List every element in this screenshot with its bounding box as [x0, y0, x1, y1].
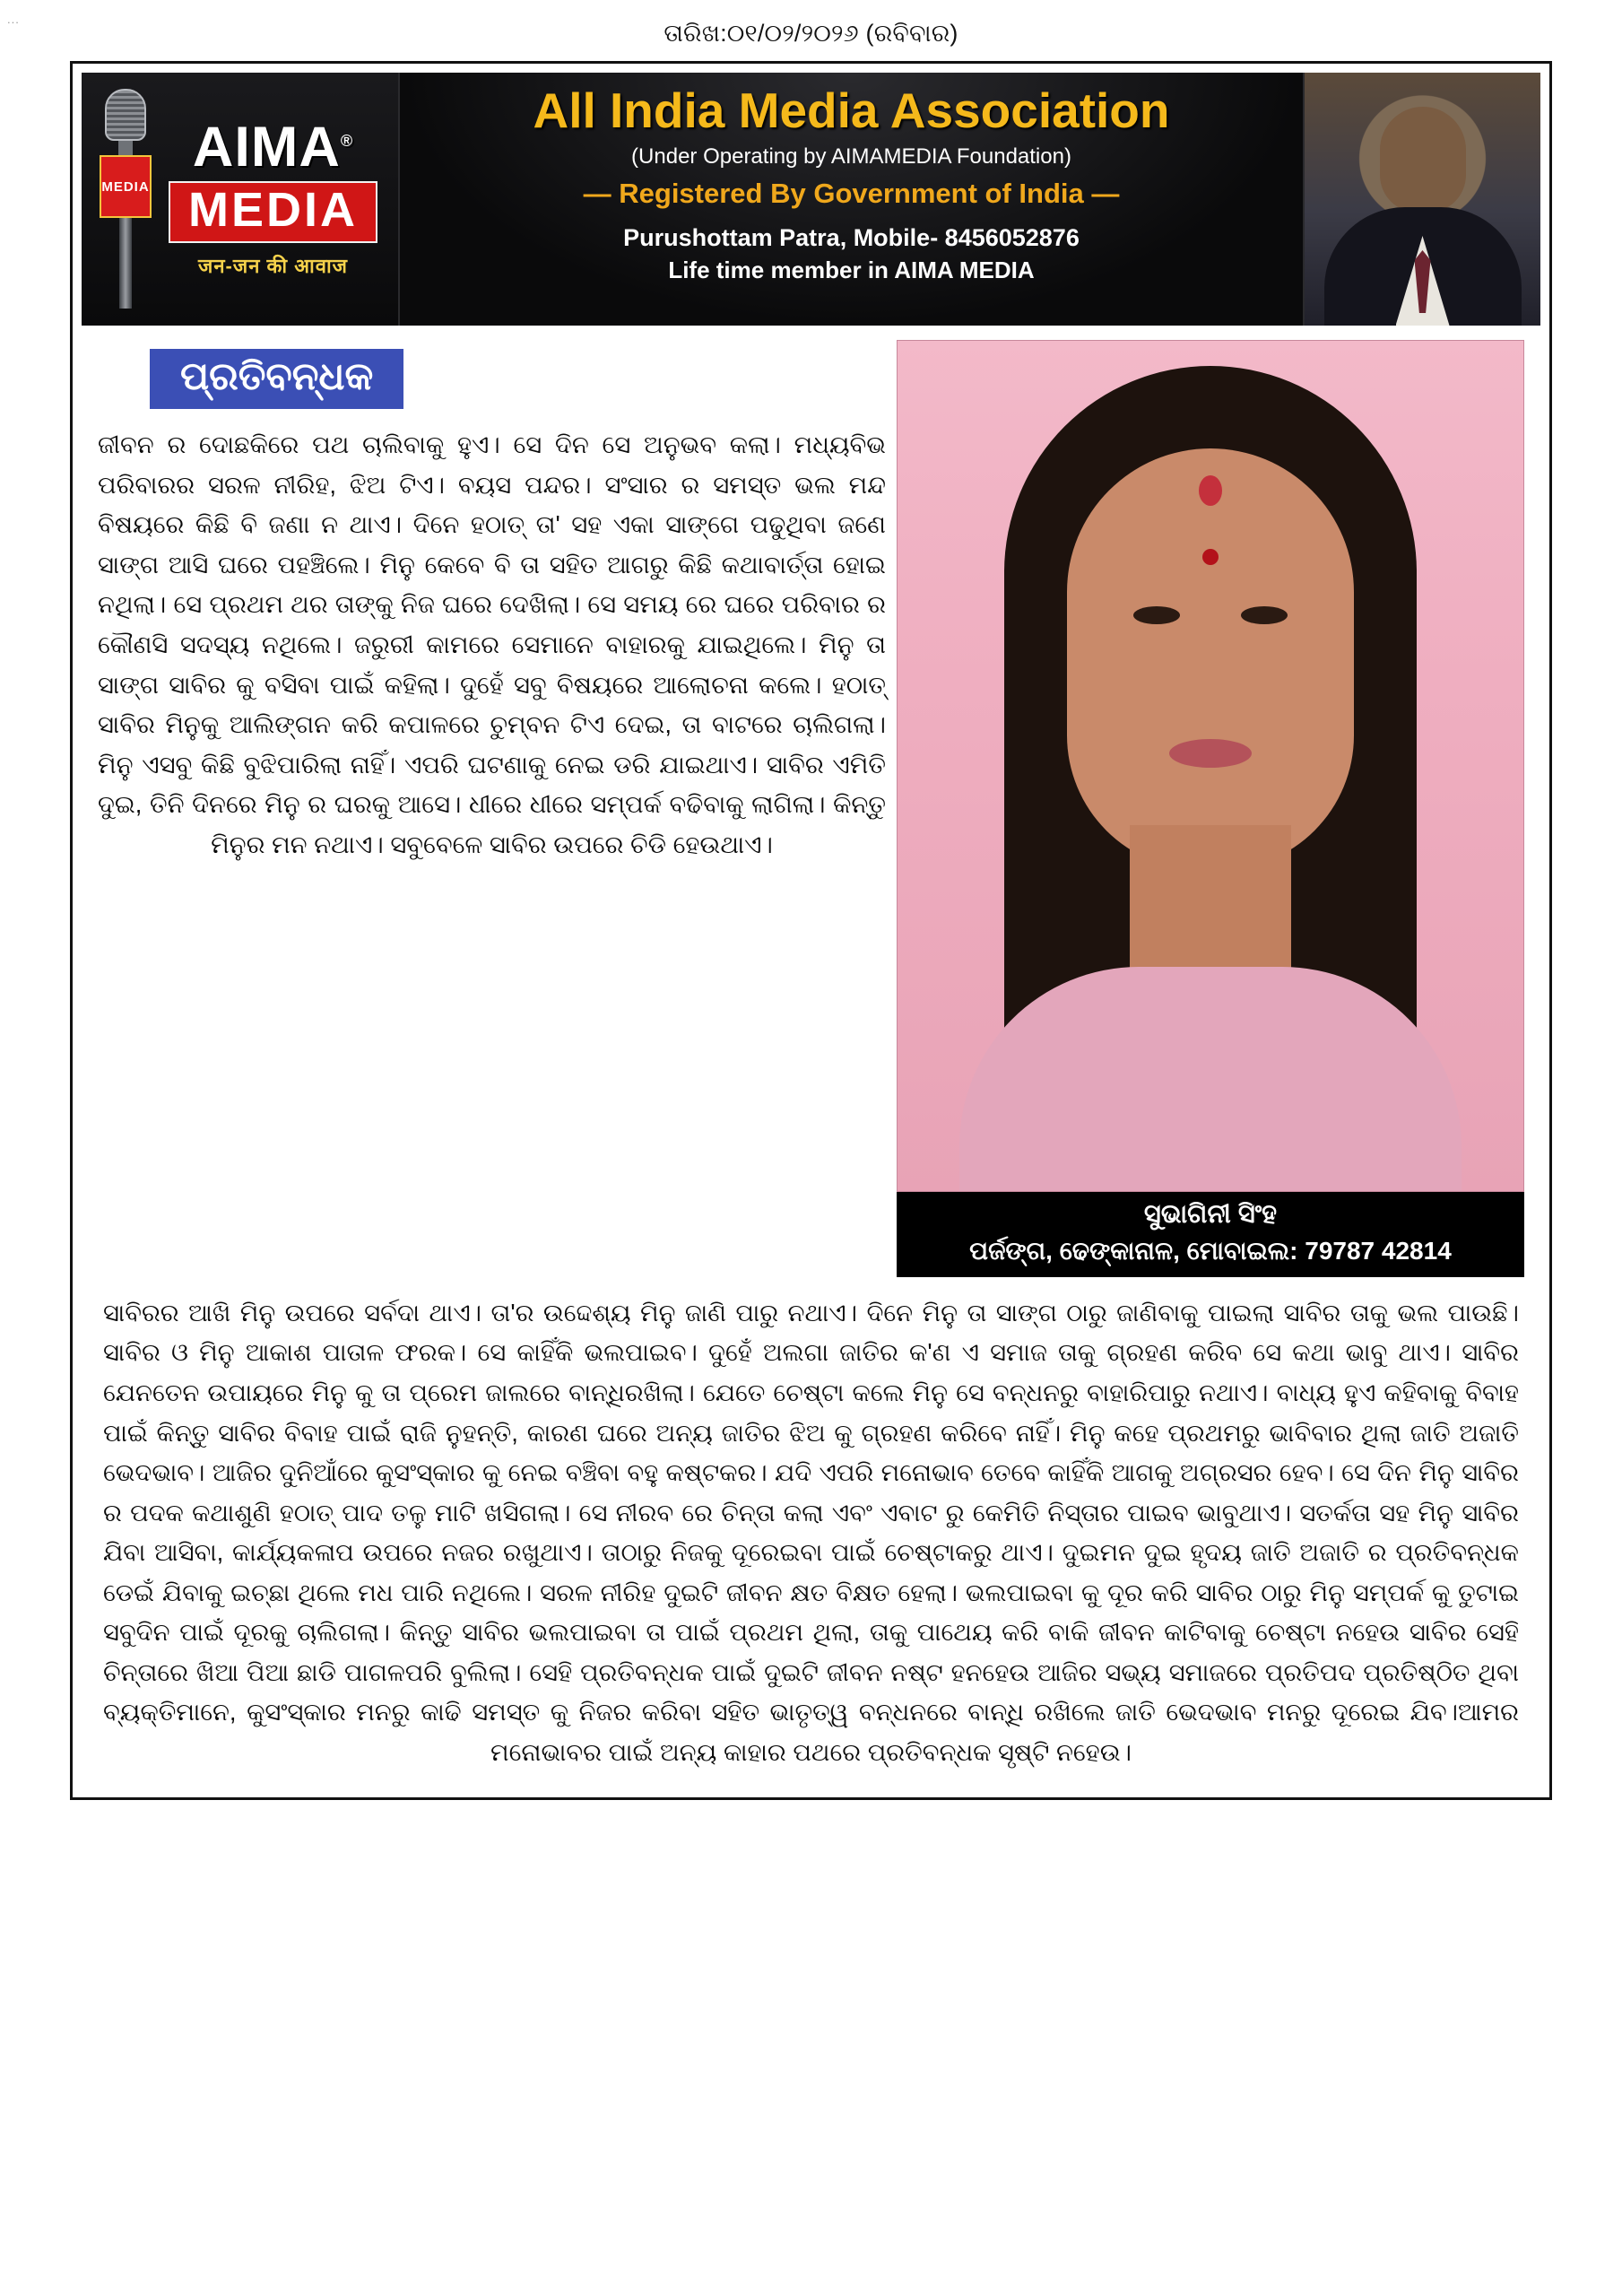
author-dress-shape: [959, 967, 1462, 1191]
association-title: All India Media Association: [533, 83, 1170, 138]
member-photo: [1303, 73, 1540, 326]
member-contact: Purushottam Patra, Mobile- 8456052876: [623, 223, 1080, 251]
brand-tagline: जन-जन की आवाज: [198, 254, 348, 277]
brand-name-media: MEDIA: [169, 181, 377, 243]
microphone-icon: [98, 89, 153, 309]
article-right-column: [897, 340, 1524, 1277]
author-address: ପର୍ଜଙ୍ଗ, ଢେଙ୍କାନାଳ, ମୋବାଇଲ: 79787 42814: [969, 1237, 1452, 1265]
article-top-section: [98, 340, 1524, 1277]
author-neck-shape: [1130, 825, 1291, 987]
brand-name-aima: [192, 116, 354, 179]
author-lips-shape: [1169, 739, 1252, 768]
portrait-head-shape: [1380, 107, 1466, 213]
page-corner-mark: ...: [7, 13, 20, 26]
author-name: ସୁଭାଗିନୀ ସିଂହ: [1143, 1200, 1278, 1229]
brand-logo: [169, 116, 377, 279]
author-left-eye-shape: [1133, 606, 1180, 624]
dash-left: —: [583, 177, 612, 209]
author-face-shape: [1067, 448, 1354, 870]
paragraph: ସାବିରର ଆଖି ମିନୁ ଉପରେ ସର୍ବଦା ଥାଏ। ତା'ର ଉଦ୍ଦେଶ୍ୟ ମିନୁ ଜାଣି ପାରୁ ନଥାଏ। ଦିନେ ମିନୁ ତା ସାଙ୍ଗ ଠାରୁ ଜାଣିବାକୁ ପାଇଲା ସାବିର ତାକୁ ଭଲ ପାଉଛି। ସାବିର ଓ ମିନୁ ଆକାଶ ପାତାଳ ଫରକ। ସେ କାହିଁକି ଭଲପାଇବ। ଦୁହେଁ ଅଲଗା ଜାତିର କ'ଣ ଏ ସମାଜ ତାକୁ ଗ୍ରହଣ କରିବ ସେ କଥା ଭାବୁ ଥାଏ। ସାବିର ଯେନତେନ ଉପାୟରେ ମିନୁ କୁ ତା ପ୍ରେମ ଜାଲରେ ବାନ୍ଧିରଖିଲା। ଯେତେ ଚେଷ୍ଟା କଲେ ମିନୁ ସେ ବନ୍ଧନରୁ ବାହାରିପାରୁ ନଥାଏ। ବାଧ୍ୟ ହୁଏ କହିବାକୁ ବିବାହ ପାଇଁ କିନ୍ତୁ ସାବିର ବିବାହ ପାଇଁ ରାଜି ନୁହନ୍ତି, କାରଣ ଘରେ ଅନ୍ୟ ଜାତିର ଝିଅ କୁ ଗ୍ରହଣ କରିବେ ନାହିଁ। ମିନୁ କହେ ପ୍ରଥମରୁ ଭାବିବାର ଥିଲା ଜାତି ଅଜାତି ଭେଦଭାବ। ଆଜିର ଦୁନିଆଁରେ କୁସଂସ୍କାର କୁ ନେଇ ବଞ୍ଚିବା ବହୁ କଷ୍ଟକର। ଯଦି ଏପରି ମନୋଭାବ ତେବେ କାହିଁକି ଆଗକୁ ଅଗ୍ରସର ହେବ। ସେ ଦିନ ମିନୁ ସାବିର ର ପଦକ କଥାଶୁଣି ହଠାତ୍ ପାଦ ତଳୁ ମାଟି ଖସିଗଲା। ସେ ନୀରବ ରେ ଚିନ୍ତା କଲା ଏବଂ ଏବାଟ ରୁ କେମିତି ନିସ୍ତାର ପାଇବ ଭାବୁଥାଏ। ସତର୍କତା ସହ ମିନୁ ସାବିର ଯିବା ଆସିବା, କାର୍ଯ୍ୟକଳାପ ଉପରେ ନଜର ରଖୁଥାଏ। ତାଠାରୁ ନିଜକୁ ଦୂରେଇବା ପାଇଁ ଚେଷ୍ଟାକରୁ ଥାଏ। ଦୁଇମନ ଦୁଇ ହୃଦୟ ଜାତି ଅଜାତି ର ପ୍ରତିବନ୍ଧକ ଡେଇଁ ଯିବାକୁ ଇଚ୍ଛା ଥିଲେ ମଧ ପାରି ନଥିଲେ। ସରଳ ନୀରିହ ଦୁଇଟି ଜୀବନ କ୍ଷତ ବିକ୍ଷତ ହେଲା। ଭଲପାଇବା କୁ ଦୂର କରି ସାବିର ଠାରୁ ମିନୁ ସମ୍ପର୍କ କୁ ତୁଟାଇ ସବୁଦିନ ପାଇଁ ଦୂରକୁ ଚାଲିଗଲା। କିନ୍ତୁ ସାବିର ଭଲପାଇବା ତା ପାଇଁ ପ୍ରଥମ ଥିଲା, ତାକୁ ପାଥେୟ କରି ବାକି ଜୀବନ କାଟିବାକୁ ଚେଷ୍ଟା ନହେଉ ସାବିର ସେହି ଚିନ୍ତାରେ ଖିଆ ପିଆ ଛାଡି ପାଗଳପରି ବୁଲିଲା। ସେହି ପ୍ରତିବନ୍ଧକ ପାଇଁ ଦୁଇଟି ଜୀବନ ନଷ୍ଟ ହନହେଉ ଆଜିର ସଭ୍ୟ ସମାଜରେ ପ୍ରତିପଦ ପ୍ରତିଷ୍ଠିତ ଥିବା ବ୍ୟକ୍ତିମାନେ, କୁସଂସ୍କାର ମନରୁ କାଢି ସମସ୍ତ କୁ ନିଜର କରିବା ସହିତ ଭାତୃତ୍ୱ ବନ୍ଧନରେ ବାନ୍ଧି ରଖିଲେ ଜାତି ଭେଦଭାବ ମନରୁ ଦୂରେଇ ଯିବ।ଆମର ମନୋଭାବର ପାଇଁ ଅନ୍ୟ କାହାର ପଥରେ ପ୍ରତିବନ୍ଧକ ସୃଷ୍ଟି ନହେଉ।: [103, 1298, 1519, 1766]
mic-head-shape: [105, 89, 146, 141]
registered-mark: ®: [340, 132, 354, 151]
mic-flag-label: MEDIA: [100, 155, 152, 218]
article-left-column: [98, 340, 897, 1277]
article-content: [82, 326, 1540, 1781]
registration-text: Registered By Government of India: [619, 177, 1084, 209]
date-line: ତାରିଖ:୦୧/୦୨/୨୦୨୬ (ରବିବାର): [664, 20, 958, 47]
article-body-text: [98, 1293, 1524, 1773]
author-caption: [897, 1192, 1524, 1277]
masthead-logo-area: [82, 73, 400, 326]
article-headline: ପ୍ରତିବନ୍ଧକ: [150, 349, 403, 409]
article-intro-text: [98, 425, 886, 865]
member-portrait-image: [1305, 73, 1540, 326]
mic-neck-shape: [118, 141, 133, 155]
masthead-text-area: [400, 73, 1303, 326]
association-subtitle: (Under Operating by AIMAMEDIA Foundation): [631, 144, 1071, 169]
paragraph: ଜୀବନ ର ଦୋଛକିରେ ପଥ ଚାଲିବାକୁ ହୁଏ। ସେ ଦିନ ସେ ଅନୁଭବ କଲା। ମଧ୍ୟବିଭ ପରିବାରର ସରଳ ନୀରିହ, ଝିଅ ଟିଏ। ବୟସ ପନ୍ଦର। ସଂସାର ର ସମସ୍ତ ଭଲ ମନ୍ଦ ବିଷୟରେ କିଛି ବି ଜଣା ନ ଥାଏ। ଦିନେ ହଠାତ୍ ତା' ସହ ଏକା ସାଙ୍ଗେ ପଢୁଥିବା ଜଣେ ସାଙ୍ଗ ଆସି ଘରେ ପହଞ୍ଚିଲେ। ମିନୁ କେବେ ବି ତା ସହିତ ଆଗରୁ କିଛି କଥାବାର୍ତ୍ତା ହୋଇ ନଥିଲା। ସେ ପ୍ରଥମ ଥର ତାଙ୍କୁ ନିଜ ଘରେ ଦେଖିଲା। ସେ ସମୟ ରେ ଘରେ ପରିବାର ର କୌଣସି ସଦସ୍ୟ ନଥିଲେ। ଜରୁରୀ କାମରେ ସେମାନେ ବାହାରକୁ ଯାଇଥିଲେ। ମିନୁ ତା ସାଙ୍ଗ ସାବିର କୁ ବସିବା ପାଇଁ କହିଲା। ଦୁହେଁ ସବୁ ବିଷୟରେ ଆଲୋଚନା କଲେ। ହଠାତ୍ ସାବିର ମିନୁକୁ ଆଲିଙ୍ଗନ କରି କପାଳରେ ଚୁମ୍ବନ ଟିଏ ଦେଇ, ତା ବାଟରେ ଚାଲିଗଲା। ମିନୁ ଏସବୁ କିଛି ବୁଝିପାରିଲା ନାହିଁ। ଏପରି ଘଟଣାକୁ ନେଇ ଡରି ଯାଇଥାଏ। ସାବିର ଏମିତି ଦୁଇ, ତିନି ଦିନରେ ମିନୁ ର ଘରକୁ ଆସେ। ଧୀରେ ଧୀରେ ସମ୍ପର୍କ ବଢିବାକୁ ଲାଗିଲା। କିନ୍ତୁ ମିନୁର ମନ ନଥାଏ। ସବୁବେଳେ ସାବିର ଉପରେ ଚିଡି ହେଉଥାଏ।: [98, 430, 886, 858]
dash-right: —: [1091, 177, 1120, 209]
brand-name-text: AIMA: [192, 116, 341, 179]
author-right-eye-shape: [1241, 606, 1288, 624]
member-status: Life time member in AIMA MEDIA: [668, 256, 1035, 283]
article-frame: [70, 61, 1552, 1800]
mic-stem-shape: [119, 218, 132, 309]
author-bindi-shape: [1202, 549, 1219, 565]
author-photo: [897, 340, 1524, 1192]
association-registration: [409, 178, 1294, 210]
masthead-banner: [82, 73, 1540, 326]
author-sindoor-shape: [1199, 475, 1222, 506]
